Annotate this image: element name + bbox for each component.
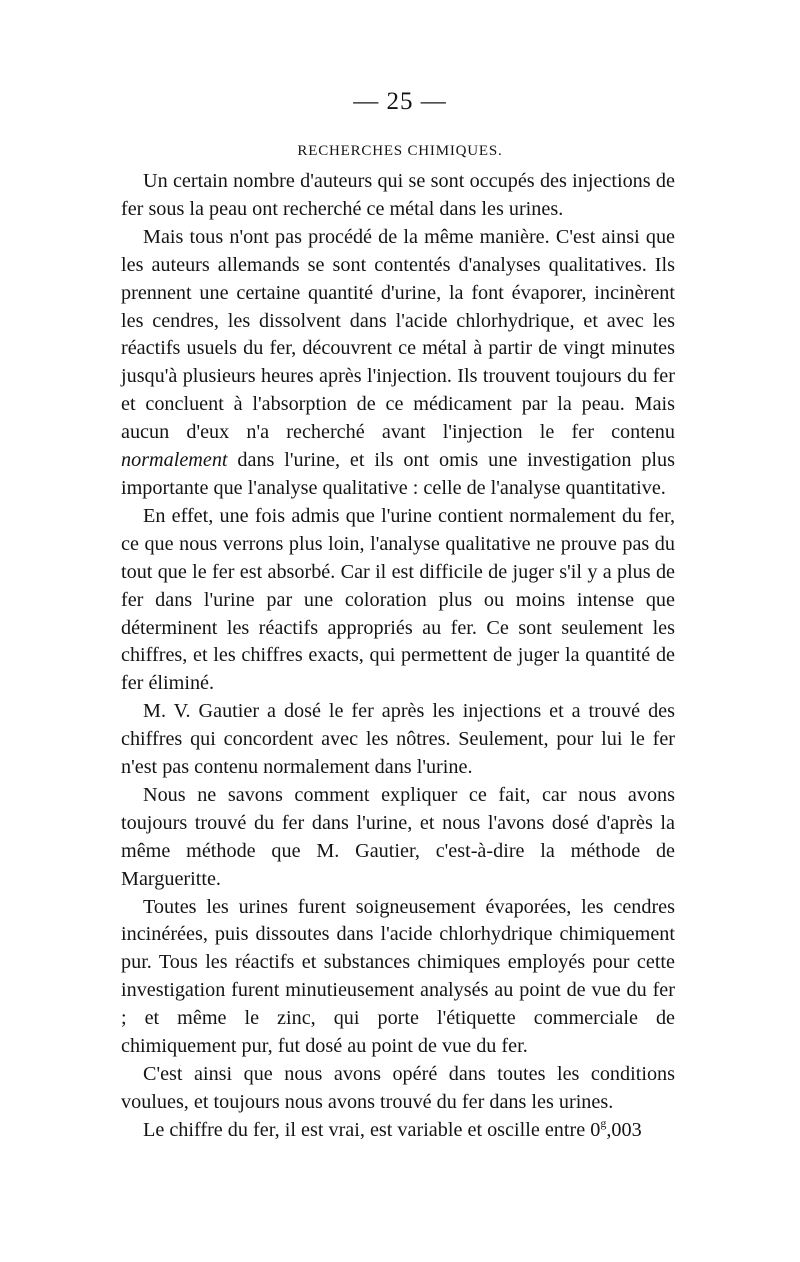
paragraph: Nous ne savons comment expliquer ce fait, car nous avons toujours trouvé du fer dans l'urine, et nous l'avons dosé d'après la même méthode que M. Gautier, c'est-à-dire la méthode de Margueritte. — [121, 783, 675, 890]
text-run: Le chiffre du fer, il est vrai, est variable et oscille entre 0 — [143, 1118, 601, 1141]
paragraph: Un certain nombre d'auteurs qui se sont occupés des injections de fer sous la peau ont recherché ce métal dans les urines. — [121, 170, 675, 220]
text-run: dans l'urine, et ils ont omis une investigation plus importante que l'analyse qualitative : celle de l'analyse quantitative. — [121, 449, 675, 499]
page-number: — 25 — — [353, 88, 447, 115]
text-run: ,003 — [606, 1118, 642, 1141]
emphasis: normalement — [121, 449, 228, 472]
gram-superscript: g — [600, 1116, 607, 1131]
paragraph: Toutes les urines furent soigneusement évaporées, les cendres incinérées, puis dissoutes dans l'acide chlorhydrique chimiquement pur. Tous les réactifs et substances chimiques employés pour cette investigation furent minutieusement analysés au point de vue du fer ; et même le zinc, qui porte l'étiquette commerciale de chimiquement pur, fut dosé au point de vue du fer. — [121, 895, 675, 1058]
paragraph: En effet, une fois admis que l'urine contient normalement du fer, ce que nous verrons plus loin, l'analyse qualitative ne prouve pas du tout que le fer est absorbé. Car il est difficile de juger s'il y a plus de fer dans l'urine par une coloration plus ou moins intense que déterminent les réactifs appropriés au fer. Ce sont seulement les chiffres, et les chiffres exacts, qui permettent de juger la quantité de fer éliminé. — [121, 504, 675, 695]
body-text — [121, 168, 675, 1145]
paragraph: C'est ainsi que nous avons opéré dans toutes les conditions voulues, et toujours nous avons trouvé du fer dans les urines. — [121, 1063, 675, 1113]
text-run: Mais tous n'ont pas procédé de la même manière. C'est ainsi que les auteurs allemands se sont contentés d'analyses qualitatives. Ils prennent une certaine quantité d'urine, la font évaporer, incinèrent les cendres, les dissolvent dans l'acide chlorhydrique, et avec les réactifs usuels du fer, découvrent ce métal à partir de vingt minutes jusqu'à plusieurs heures après l'injection. Ils trouvent toujours du fer et concluent à l'absorption de ce médicament par la peau. Mais aucun d'eux n'a recherché avant l'injection le fer contenu — [121, 225, 675, 444]
running-title: RECHERCHES CHIMIQUES. — [297, 143, 503, 159]
paragraph: M. V. Gautier a dosé le fer après les injections et a trouvé des chiffres qui concordent avec les nôtres. Seulement, pour lui le fer n'est pas contenu normalement dans l'urine. — [121, 700, 675, 779]
paragraph — [121, 224, 675, 503]
paragraph — [121, 1117, 675, 1145]
